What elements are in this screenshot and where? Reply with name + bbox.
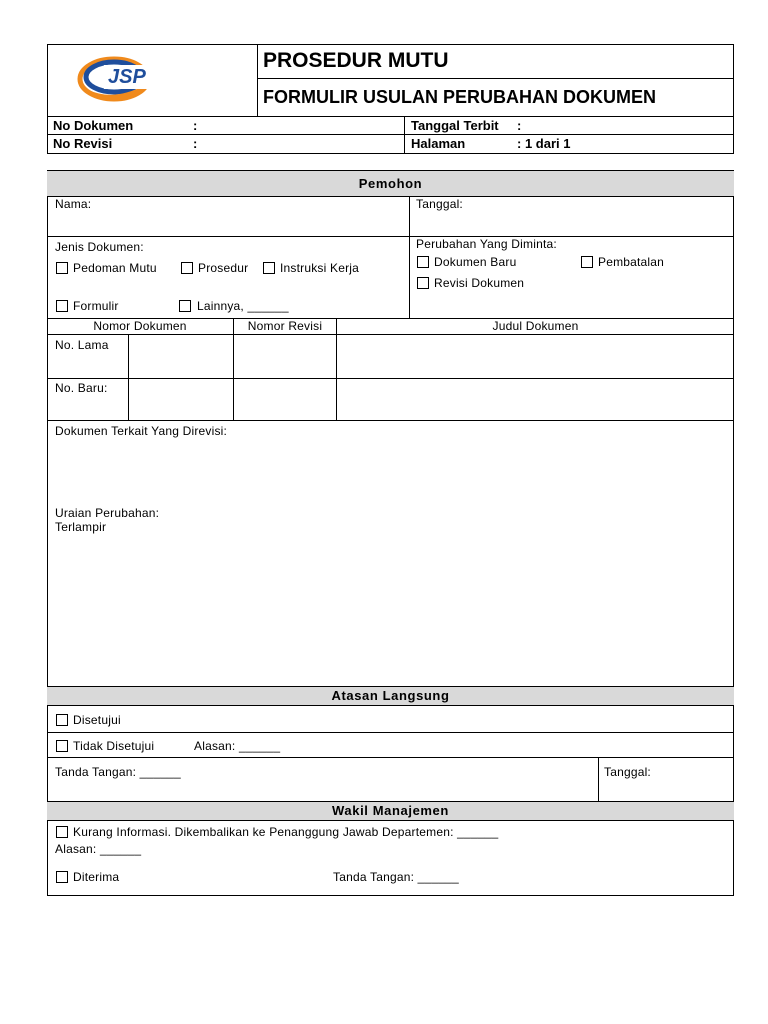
revisi-dokumen-label: Revisi Dokumen	[434, 276, 525, 290]
header-info-mid	[47, 134, 734, 135]
tidak-disetujui-label: Tidak Disetujui	[73, 739, 155, 753]
atasan-title: Atasan Langsung	[331, 688, 450, 703]
kurang-informasi-checkbox[interactable]	[56, 826, 68, 838]
tanggal-terbit-label: Tanggal Terbit	[411, 118, 499, 133]
atasan-ttd-divider	[598, 757, 599, 801]
halaman-label: Halaman	[411, 136, 466, 151]
no-dokumen-colon: :	[193, 118, 198, 133]
doc-title: PROSEDUR MUTU	[263, 49, 449, 72]
no-baru-row-bottom	[47, 420, 734, 421]
kurang-informasi-label: Kurang Informasi. Dikembalikan ke Penanggung Jawab Departemen: ______	[73, 825, 499, 839]
pembatalan-label: Pembatalan	[598, 255, 665, 269]
header-title-divider	[257, 78, 734, 79]
wakil-alasan-label: Alasan: ______	[55, 842, 142, 856]
tidak-disetujui-checkbox[interactable]	[56, 740, 68, 752]
disetujui-label: Disetujui	[73, 713, 121, 727]
table-label-divider	[128, 334, 129, 420]
nama-label: Nama:	[55, 197, 92, 211]
uraian-value: Terlampir	[55, 520, 107, 534]
diterima-label: Diterima	[73, 870, 120, 884]
wakil-title: Wakil Manajemen	[332, 803, 449, 818]
dokumen-terkait-label: Dokumen Terkait Yang Direvisi:	[55, 424, 228, 438]
dokumen-baru-checkbox[interactable]	[417, 256, 429, 268]
tanggal-terbit-colon: :	[517, 118, 522, 133]
nama-row-bottom	[47, 236, 734, 237]
lainnya-checkbox[interactable]	[179, 300, 191, 312]
no-revisi-label: No Revisi	[53, 136, 113, 151]
header-info-divider	[404, 116, 405, 154]
nama-tanggal-divider	[409, 196, 410, 318]
header-logo-divider	[257, 44, 258, 116]
instruksi-kerja-label: Instruksi Kerja	[280, 261, 360, 275]
wakil-tanda-tangan-label: Tanda Tangan: ______	[333, 870, 459, 884]
logo-text: JSP	[108, 66, 146, 88]
no-lama-row-bottom	[47, 378, 734, 379]
perubahan-label: Perubahan Yang Diminta:	[416, 237, 557, 251]
pemohon-band	[47, 170, 734, 197]
nomor-revisi-header: Nomor Revisi	[247, 319, 323, 333]
judul-dokumen-header: Judul Dokumen	[492, 319, 579, 333]
company-logo	[74, 52, 166, 104]
pemohon-title: Pemohon	[358, 176, 423, 191]
uraian-label: Uraian Perubahan:	[55, 506, 160, 520]
doc-subtitle: FORMULIR USULAN PERUBAHAN DOKUMEN	[263, 87, 656, 107]
header-info-top	[47, 116, 734, 117]
dokumen-baru-label: Dokumen Baru	[434, 255, 517, 269]
formulir-checkbox[interactable]	[56, 300, 68, 312]
prosedur-checkbox[interactable]	[181, 262, 193, 274]
table-header-bottom	[47, 334, 734, 335]
disetujui-row-bottom	[47, 732, 734, 733]
tidak-disetujui-row-bottom	[47, 757, 734, 758]
prosedur-label: Prosedur	[198, 261, 249, 275]
no-baru-label: No. Baru:	[55, 381, 108, 395]
tanggal-label: Tanggal:	[416, 197, 463, 211]
halaman-value: : 1 dari 1	[517, 136, 571, 151]
lainnya-label: Lainnya, ______	[197, 299, 289, 313]
atasan-tanggal-label: Tanggal:	[604, 765, 651, 779]
wakil-band	[47, 801, 734, 821]
atasan-band	[47, 686, 734, 706]
instruksi-kerja-checkbox[interactable]	[263, 262, 275, 274]
nomor-dokumen-header: Nomor Dokumen	[93, 319, 187, 333]
atasan-alasan-label: Alasan: ______	[194, 739, 281, 753]
jenis-dokumen-label: Jenis Dokumen:	[55, 240, 144, 254]
disetujui-checkbox[interactable]	[56, 714, 68, 726]
no-dokumen-label: No Dokumen	[53, 118, 134, 133]
no-lama-label: No. Lama	[55, 338, 109, 352]
formulir-label: Formulir	[73, 299, 119, 313]
pedoman-mutu-label: Pedoman Mutu	[73, 261, 157, 275]
no-revisi-colon: :	[193, 136, 198, 151]
pembatalan-checkbox[interactable]	[581, 256, 593, 268]
revisi-dokumen-checkbox[interactable]	[417, 277, 429, 289]
atasan-tanda-tangan-label: Tanda Tangan: ______	[55, 765, 181, 779]
pedoman-mutu-checkbox[interactable]	[56, 262, 68, 274]
form-body	[47, 170, 734, 896]
diterima-checkbox[interactable]	[56, 871, 68, 883]
